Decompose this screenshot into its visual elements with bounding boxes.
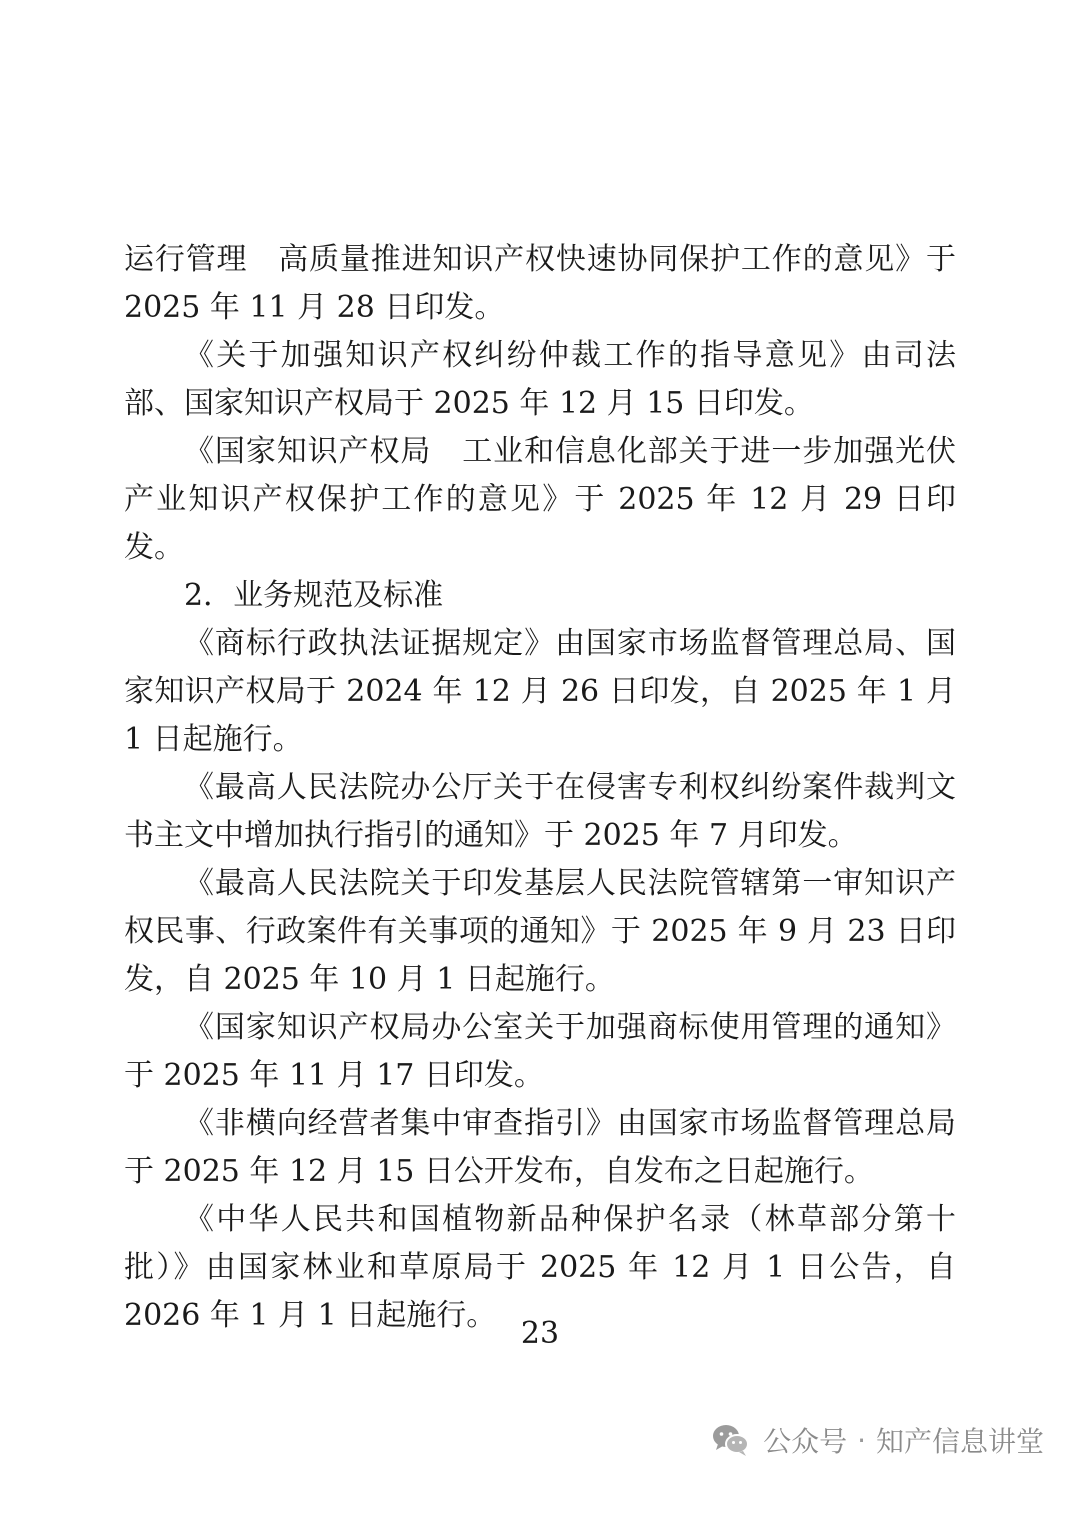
paragraph: 《非横向经营者集中审查指引》由国家市场监督管理总局于 2025 年 12 月 15 日公开发布，自发布之日起施行。 — [124, 1106, 956, 1189]
paragraph: 《最高人民法院关于印发基层人民法院管辖第一审知识产权民事、行政案件有关事项的通知》于 2025 年 9 月 23 日印发，自 2025 年 10 月 1 日起施行。 — [124, 866, 956, 997]
paragraph: 运行管理 高质量推进知识产权快速协同保护工作的意见》于 2025 年 11 月 28 日印发。 — [124, 242, 966, 325]
section-heading: 2．业务规范及标准 — [184, 578, 444, 613]
paragraph: 《关于加强知识产权纠纷仲裁工作的指导意见》由司法部、国家知识产权局于 2025 年 12 月 15 日印发。 — [124, 338, 956, 421]
document-body — [124, 236, 966, 1340]
watermark-prefix: 公众号 — [763, 1425, 848, 1458]
paragraph: 《国家知识产权局办公室关于加强商标使用管理的通知》于 2025 年 11 月 17 日印发。 — [124, 1010, 956, 1093]
page-number: 23 — [520, 1316, 560, 1351]
wechat-watermark — [709, 1418, 1044, 1462]
paragraph: 《国家知识产权局 工业和信息化部关于进一步加强光伏产业知识产权保护工作的意见》于 2025 年 12 月 29 日印发。 — [124, 434, 956, 565]
paragraph: 《最高人民法院办公厅关于在侵害专利权纠纷案件裁判文书主文中增加执行指引的通知》于 2025 年 7 月印发。 — [124, 770, 956, 853]
paragraph: 《商标行政执法证据规定》由国家市场监督管理总局、国家知识产权局于 2024 年 12 月 26 日印发，自 2025 年 1 月 1 日起施行。 — [124, 626, 966, 757]
watermark-account-name: 知产信息讲堂 — [875, 1425, 1044, 1458]
wechat-icon — [709, 1418, 753, 1462]
watermark-separator: · — [857, 1423, 866, 1457]
paragraph: 《中华人民共和国植物新品种保护名录（林草部分第十批）》由国家林业和草原局于 2025 年 12 月 1 日公告，自 2026 年 1 月 1 日起施行。 — [124, 1202, 966, 1333]
